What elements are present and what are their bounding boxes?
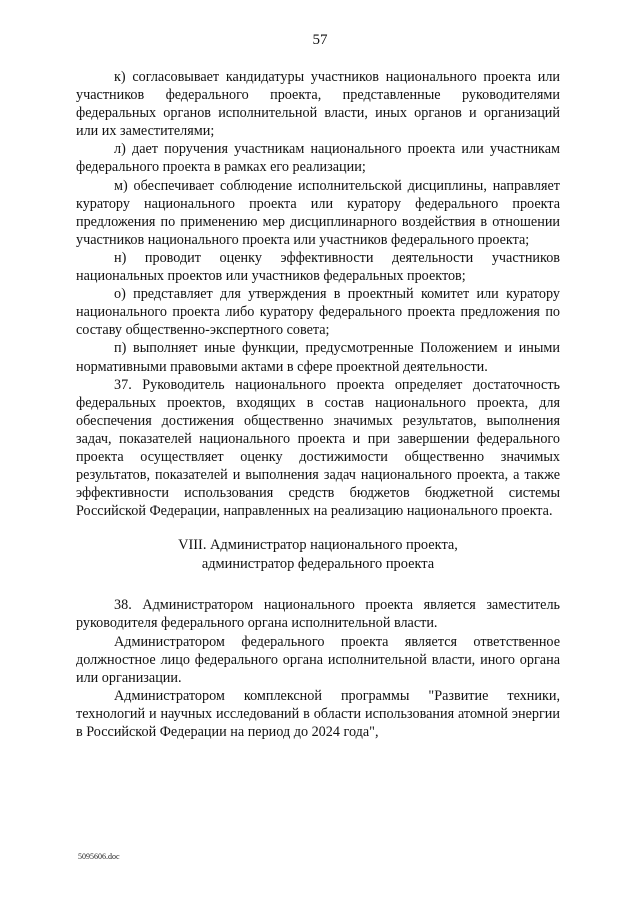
section-heading-line-2: администратор федерального проекта — [201, 556, 435, 573]
paragraph-o: о) представляет для утверждения в проектный комитет или куратору национального проекта либо куратору федерального проекта предложения по составу общественно-экспертного совета; — [76, 286, 560, 339]
paragraph-federal-administrator: Администратором федерального проекта является ответственное должностное лицо федерального органа исполнительной власти, иного органа или организации. — [76, 633, 560, 686]
paragraph-complex-program: Администратором комплексной программы "Развитие техники, технологий и научных исследований в области использования атомной энергии в Российской Федерации на период до 2024 года", — [76, 687, 560, 740]
section-heading — [76, 536, 560, 574]
document-footer-code: 5095606.doc — [78, 852, 120, 861]
paragraph-37: 37. Руководитель национального проекта определяет достаточность федеральных проектов, входящих в состав национального проекта, для обеспечения достижения общественно значимых результатов, выполнения задач, показателей национального проекта и при завершении федерального проекта осуществляет оценку достижимости общественно значимых результатов, показателей и выполнения задач национального проекта, а также эффективности использования средств бюджетов бюджетной системы Российской Федерации, направленных на реализацию национального проекта. — [76, 376, 560, 520]
paragraph-p: п) выполняет иные функции, предусмотренные Положением и иными нормативными правовыми актами в сфере проектной деятельности. — [76, 340, 560, 375]
page-number: 57 — [312, 32, 328, 48]
section-heading-line-1: VIII. Администратор национального проекта, — [178, 537, 458, 554]
paragraph-38: 38. Администратором национального проекта является заместитель руководителя федерального органа исполнительной власти. — [76, 597, 560, 632]
paragraph-n: н) проводит оценку эффективности деятельности участников национальных проектов или участников федеральных проектов; — [76, 249, 560, 285]
paragraph-m: м) обеспечивает соблюдение исполнительской дисциплины, направляет куратору национального проекта или куратору федерального проекта предложения по применению мер дисциплинарного воздействия в отношении участников национального проекта или участников федерального проекта; — [76, 177, 560, 248]
paragraph-k: к) согласовывает кандидатуры участников национального проекта или участников федерального проекта, представленные руководителями федеральных органов исполнительной власти, иных органов и организаций или их заместителями; — [76, 69, 560, 140]
paragraph-l: л) дает поручения участникам национального проекта или участникам федерального проекта в рамках его реализации; — [76, 141, 560, 176]
document-body — [76, 68, 560, 741]
